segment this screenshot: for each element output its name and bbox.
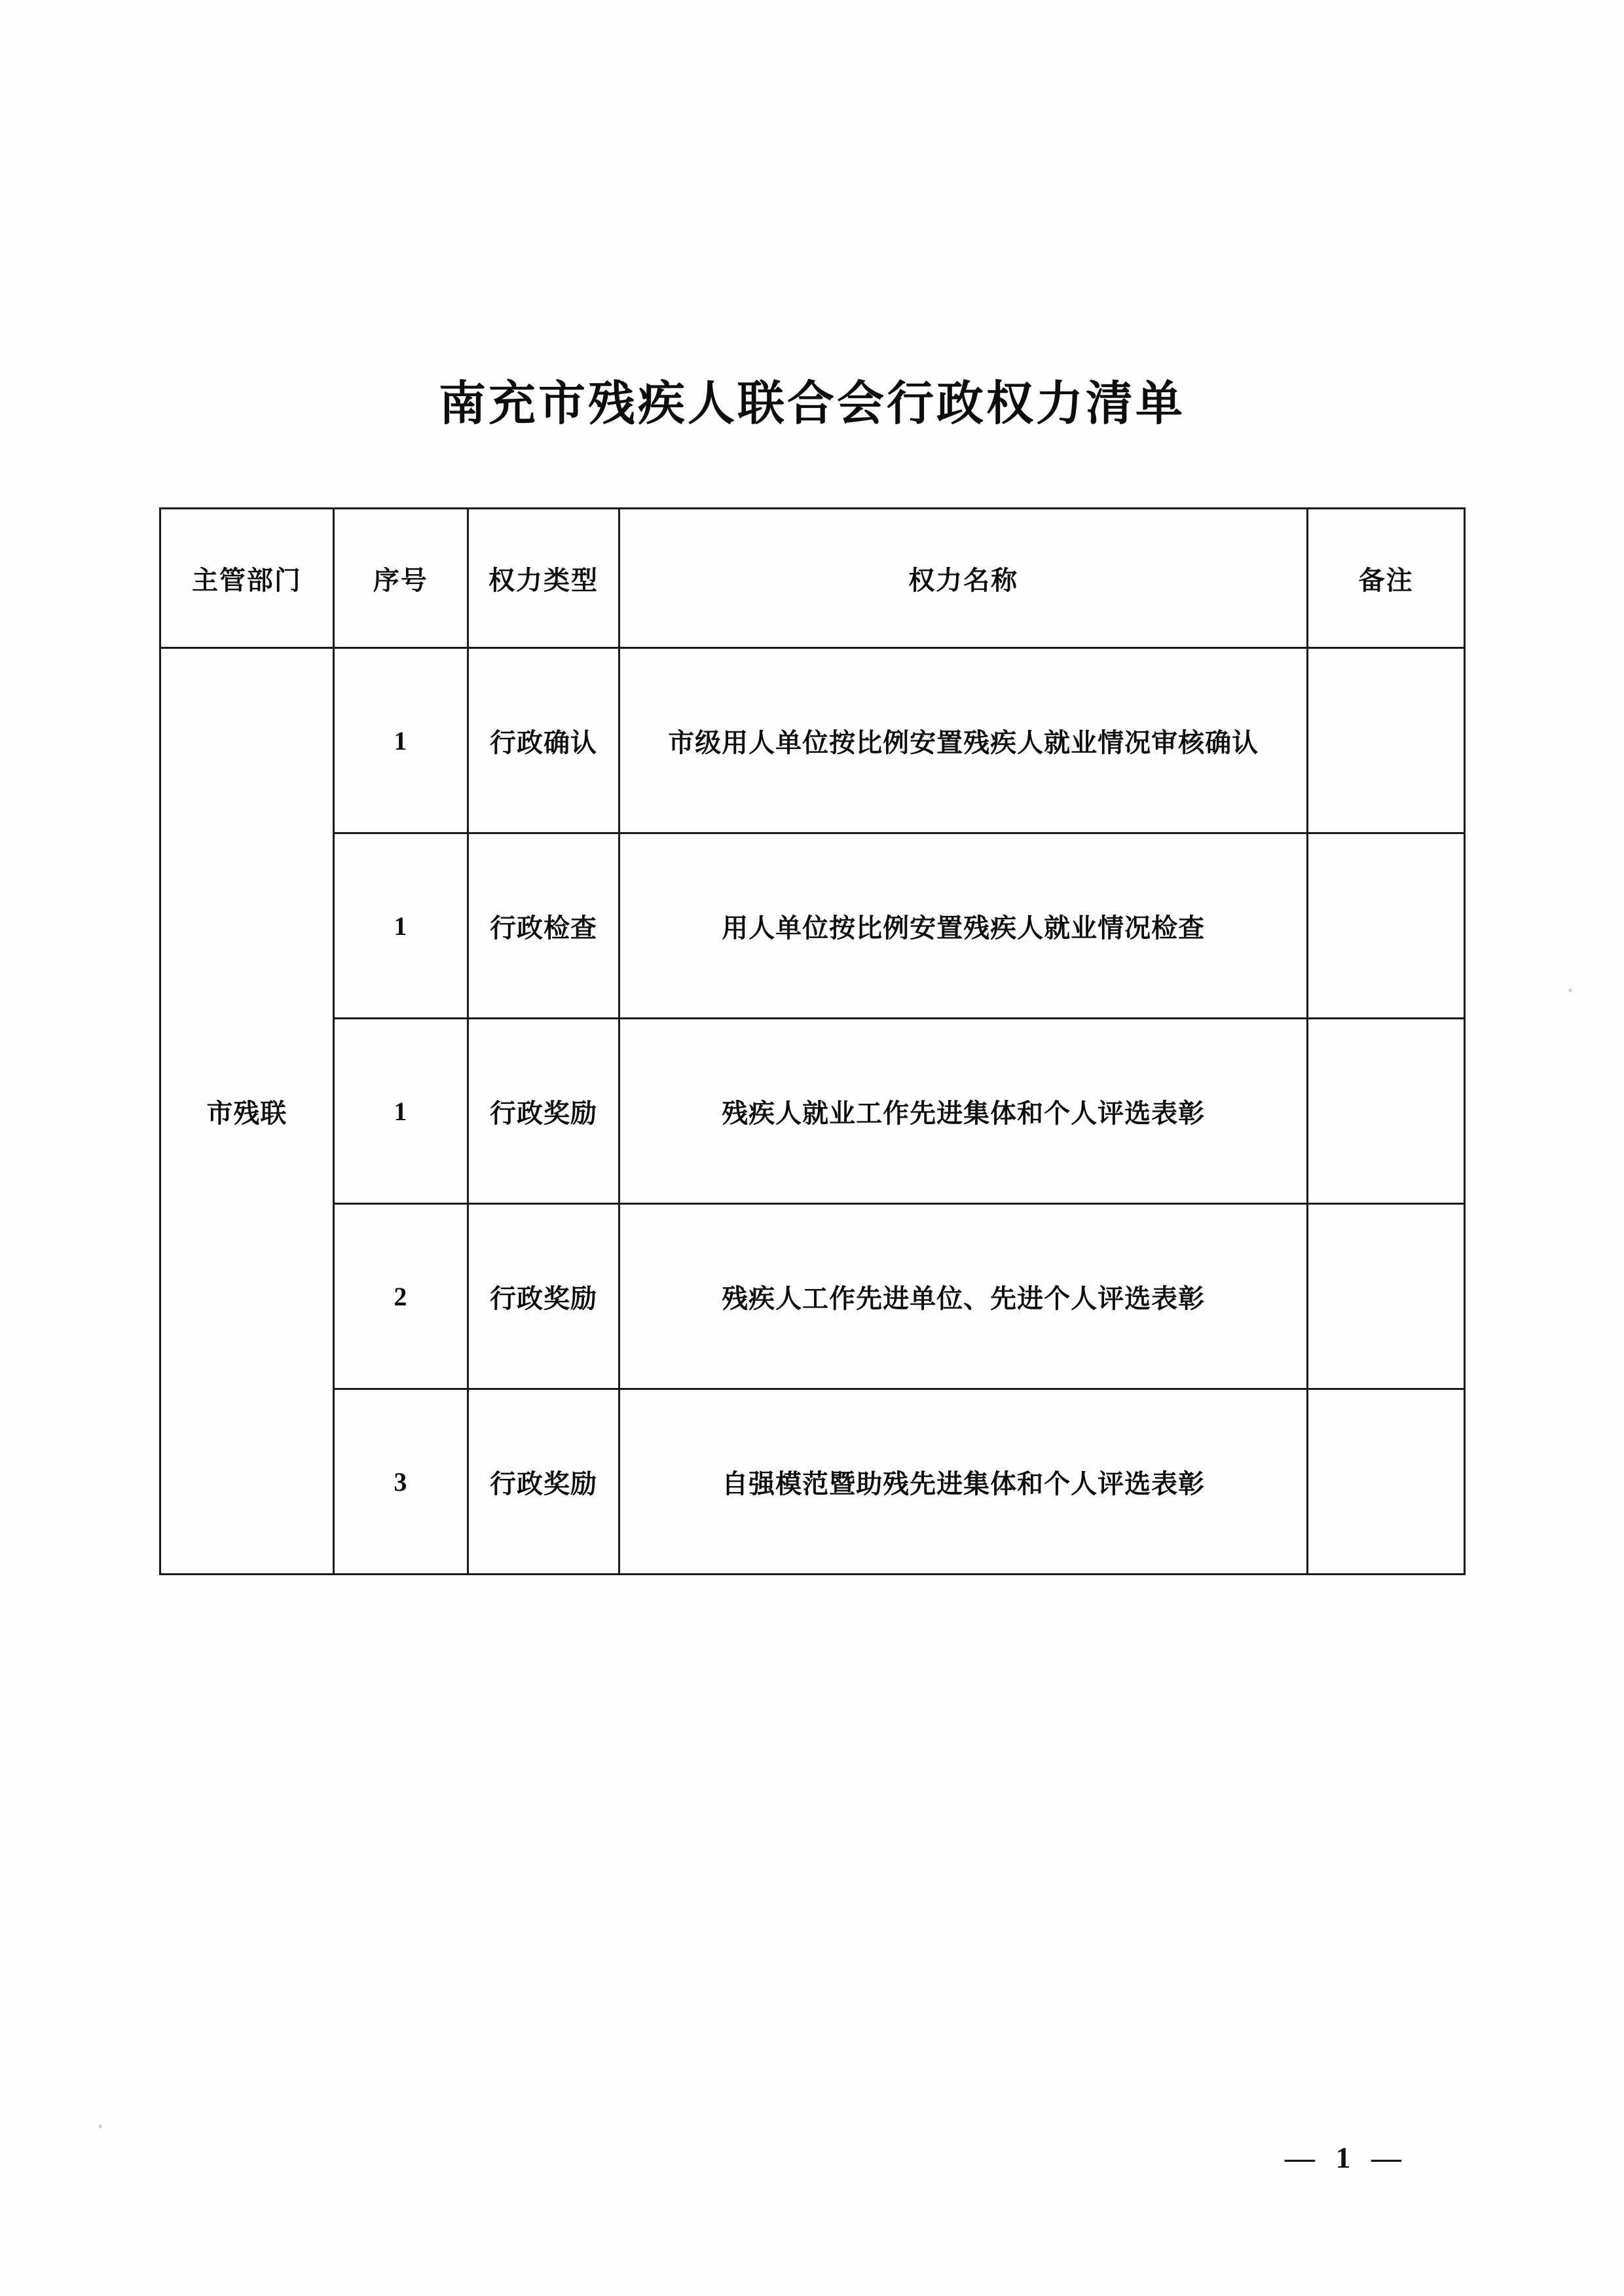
cell-department: 市残联 <box>160 648 334 1575</box>
cell-number: 3 <box>333 1389 468 1575</box>
table-body <box>160 648 1465 1575</box>
cell-remark <box>1308 1019 1465 1204</box>
table-row <box>160 648 1465 833</box>
cell-power-type: 行政奖励 <box>468 1204 619 1389</box>
cell-power-name: 残疾人工作先进单位、先进个人评选表彰 <box>619 1204 1308 1389</box>
table-row <box>160 1389 1465 1575</box>
table-header-row <box>160 509 1465 648</box>
cell-power-type: 行政奖励 <box>468 1019 619 1204</box>
cell-remark <box>1308 833 1465 1019</box>
column-header-power-type: 权力类型 <box>468 509 619 648</box>
power-list-table-container <box>159 507 1466 1575</box>
column-header-number: 序号 <box>333 509 468 648</box>
page-title: 南充市残疾人联合会行政权力清单 <box>438 378 1185 431</box>
table-row <box>160 833 1465 1019</box>
cell-number: 2 <box>333 1204 468 1389</box>
table-row <box>160 1019 1465 1204</box>
column-header-power-name: 权力名称 <box>619 509 1308 648</box>
cell-power-name: 自强模范暨助残先进集体和个人评选表彰 <box>619 1389 1308 1575</box>
power-list-table <box>159 507 1466 1575</box>
column-header-department: 主管部门 <box>160 509 334 648</box>
cell-power-name: 用人单位按比例安置残疾人就业情况检查 <box>619 833 1308 1019</box>
table-row <box>160 1204 1465 1389</box>
cell-remark <box>1308 1204 1465 1389</box>
page-number: — 1 — <box>1285 2141 1408 2174</box>
cell-number: 1 <box>333 648 468 833</box>
cell-remark <box>1308 648 1465 833</box>
cell-power-name: 市级用人单位按比例安置残疾人就业情况审核确认 <box>619 648 1308 833</box>
cell-power-type: 行政确认 <box>468 648 619 833</box>
table-header <box>160 509 1465 648</box>
paper-speck <box>98 2124 102 2128</box>
cell-number: 1 <box>333 1019 468 1204</box>
paper-speck <box>1568 989 1572 993</box>
cell-remark <box>1308 1389 1465 1575</box>
cell-number: 1 <box>333 833 468 1019</box>
cell-power-type: 行政奖励 <box>468 1389 619 1575</box>
column-header-remark: 备注 <box>1308 509 1465 648</box>
cell-power-type: 行政检查 <box>468 833 619 1019</box>
cell-power-name: 残疾人就业工作先进集体和个人评选表彰 <box>619 1019 1308 1204</box>
